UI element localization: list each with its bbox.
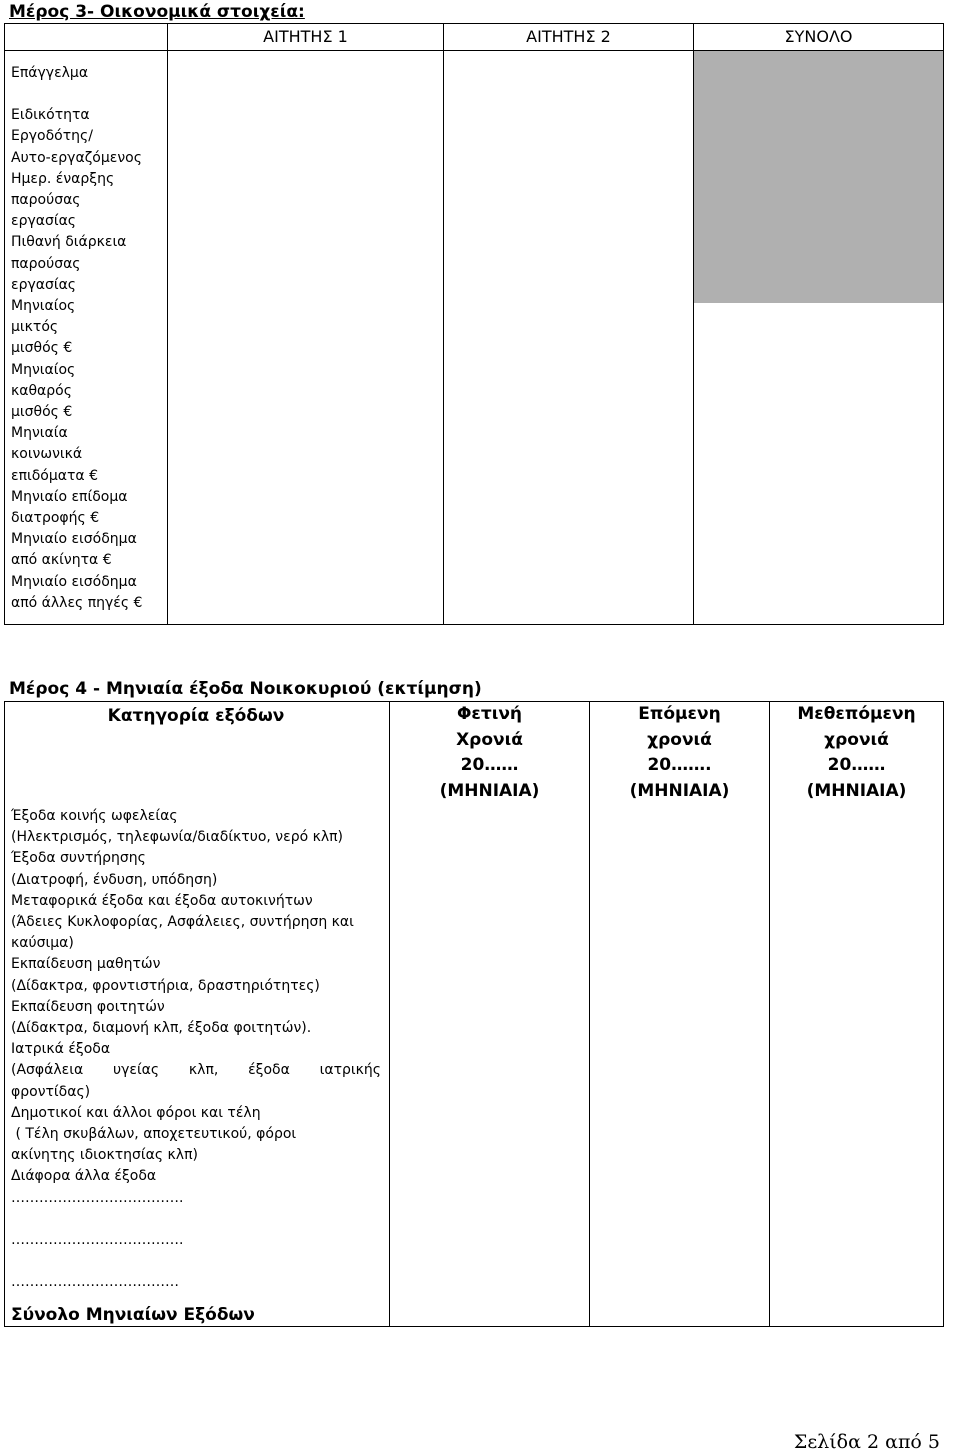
category-school-education-detail: (Δίδακτρα, φροντιστήρια, δραστηριότητες) — [11, 977, 320, 994]
applicant-2-column[interactable] — [444, 51, 694, 625]
row-label-profession: Επάγγελμα — [11, 65, 89, 81]
total-column — [694, 51, 944, 625]
header-applicant-1: ΑΙΤΗΤΗΣ 1 — [168, 24, 444, 51]
category-taxes-detail-1: ( Τέλη σκυβάλων, αποχετευτικού, φόροι — [11, 1126, 297, 1143]
row-label-gross-salary: Μηνιαίος μικτός μισθός € — [11, 298, 76, 357]
category-taxes: Δημοτικοί και άλλοι φόροι και τέλη — [11, 1104, 261, 1121]
category-medical-detail-1: (Ασφάλεια υγείας κλπ, έξοδα ιατρικής — [11, 1062, 381, 1079]
financial-details-table — [4, 23, 944, 625]
current-year-header: Φετινή Χρονιά 20…… (ΜΗΝΙΑΙΑ) — [439, 704, 540, 801]
row-label-alimony: Μηνιαίο επίδομα διατροφής € — [11, 488, 128, 527]
year-after-next-column[interactable] — [770, 702, 944, 1327]
category-medical: Ιατρικά έξοδα — [11, 1041, 111, 1058]
part3-title: Μέρος 3- Οικονομικά στοιχεία: — [9, 2, 305, 22]
category-other: Διάφορα άλλα έξοδα — [11, 1168, 157, 1185]
category-medical-detail-2: φροντίδας) — [11, 1083, 91, 1100]
expenses-main-row — [5, 702, 944, 1327]
header-row — [5, 24, 944, 51]
category-transport: Μεταφορικά έξοδα και έξοδα αυτοκινήτων — [11, 892, 313, 909]
category-utilities-detail: (Ηλεκτρισμός, τηλεφωνία/διαδίκτυο, νερό κλπ) — [11, 829, 344, 846]
total-expenses-label: Σύνολο Μηνιαίων Εξόδων — [11, 1304, 255, 1325]
other-blank-line-2[interactable]: ………………………………. — [11, 1232, 184, 1249]
financial-rows — [5, 51, 944, 625]
year-after-next-header: Μεθεπόμενη χρονιά 20…… (ΜΗΝΙΑΙΑ) — [797, 704, 916, 801]
header-total: ΣΥΝΟΛΟ — [694, 24, 944, 51]
category-transport-detail-1: (Άδειες Κυκλοφορίας, Ασφάλειες, συντήρηση και — [11, 914, 354, 931]
row-label-specialty: Ειδικότητα — [11, 107, 90, 124]
header-applicant-2: ΑΙΤΗΤΗΣ 2 — [444, 24, 694, 51]
other-blank-line-1[interactable]: ………………………………. — [11, 1189, 184, 1206]
total-column-shaded-area — [694, 51, 943, 303]
applicant-1-column[interactable] — [168, 51, 444, 625]
row-label-expected-duration: Πιθανή διάρκεια παρούσας εργασίας — [11, 234, 127, 293]
categories-cell — [5, 702, 390, 1327]
category-university-education: Εκπαίδευση φοιτητών — [11, 998, 165, 1015]
current-year-column[interactable] — [390, 702, 590, 1327]
next-year-column[interactable] — [590, 702, 770, 1327]
other-blank-line-3[interactable]: ……………………………… — [11, 1274, 179, 1291]
row-label-net-salary: Μηνιαίος καθαρός μισθός € — [11, 361, 76, 421]
category-transport-detail-2: καύσιμα) — [11, 935, 74, 952]
header-empty-cell — [5, 24, 168, 51]
part4-title: Μέρος 4 - Μηνιαία έξοδα Νοικοκυριού (εκτίμηση) — [9, 679, 482, 699]
category-school-education: Εκπαίδευση μαθητών — [11, 956, 161, 973]
row-label-social-benefits: Μηνιαία κοινωνικά επιδόματα € — [11, 425, 99, 484]
row-label-employer: Εργοδότης/ Αυτο-εργαζόμενος — [11, 128, 142, 166]
page-number: Σελίδα 2 από 5 — [793, 1431, 940, 1453]
row-label-other-income: Μηνιαίο εισόδημα από άλλες πηγές € — [11, 573, 143, 611]
row-label-property-income: Μηνιαίο εισόδημα από ακίνητα € — [11, 531, 137, 569]
category-university-education-detail: (Δίδακτρα, διαμονή κλπ, έξοδα φοιτητών). — [11, 1020, 312, 1037]
category-maintenance: Έξοδα συντήρησης — [11, 850, 146, 867]
category-header: Κατηγορία εξόδων — [107, 706, 285, 726]
category-maintenance-detail: (Διατροφή, ένδυση, υπόδηση) — [11, 871, 218, 888]
next-year-header: Επόμενη χρονιά 20……. (ΜΗΝΙΑΙΑ) — [629, 704, 730, 801]
household-expenses-table — [4, 701, 944, 1327]
category-utilities: Έξοδα κοινής ωφελείας — [11, 808, 178, 824]
row-labels-cell — [5, 51, 168, 625]
row-label-start-date: Ημερ. έναρξης παρούσας εργασίας — [11, 170, 115, 230]
category-taxes-detail-2: ακίνητης ιδιοκτησίας κλπ) — [11, 1147, 198, 1164]
